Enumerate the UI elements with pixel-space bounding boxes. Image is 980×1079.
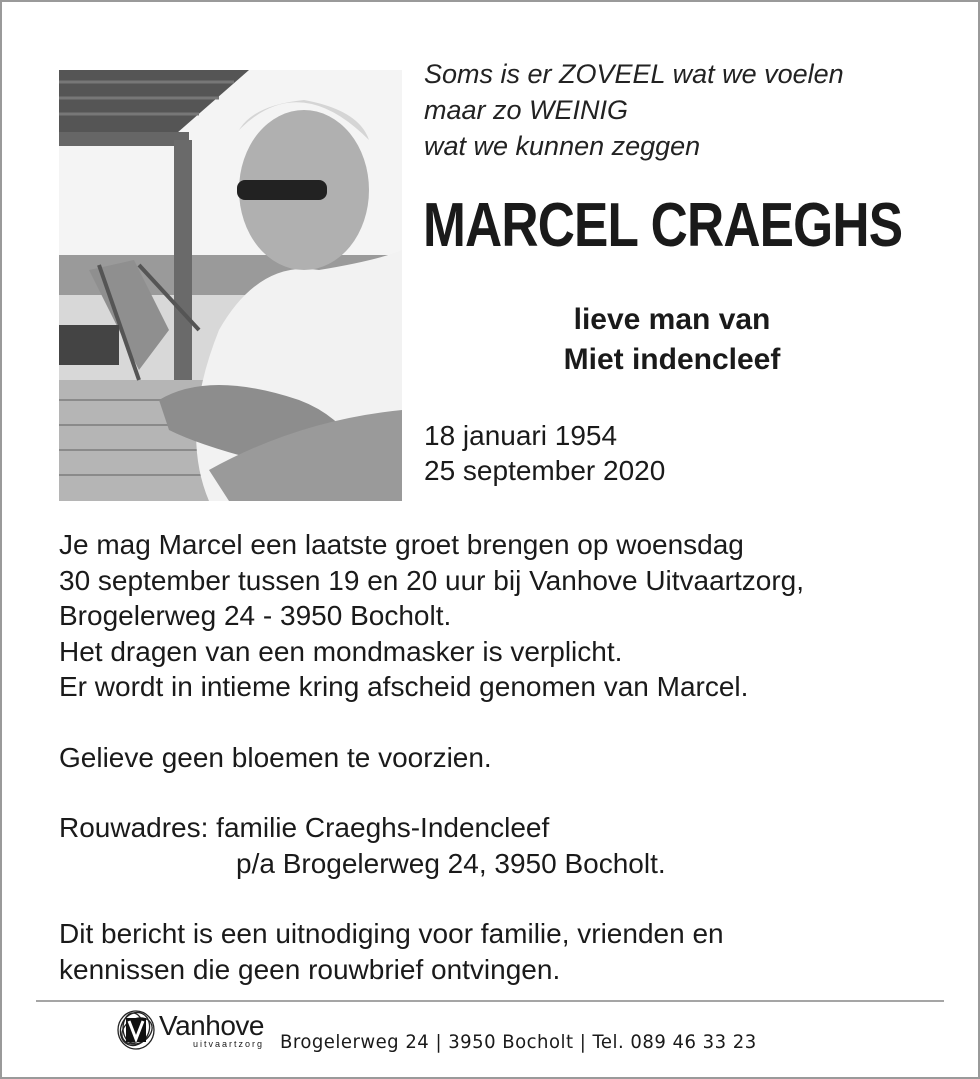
body-line: Je mag Marcel een laatste groet brengen op woensdag	[59, 529, 744, 560]
death-date: 25 september 2020	[424, 455, 666, 486]
relation-line: lieve man van	[573, 303, 771, 336]
body-line: Het dragen van een mondmasker is verplicht.	[59, 635, 623, 667]
invitation-line: kennissen die geen rouwbrief ontvingen.	[59, 953, 561, 985]
footer-contact: Brogelerweg 24 | 3950 Bocholt | Tel. 089 46 33 23	[279, 1031, 757, 1053]
dates	[424, 418, 665, 488]
brand-name: Vanhove	[159, 1009, 264, 1041]
mourning-address: Rouwadres: familie Craeghs-Indencleef	[59, 812, 550, 843]
quote	[424, 56, 844, 164]
vanhove-emblem-icon	[115, 1008, 157, 1052]
quote-line: Soms is er ZOVEEL wat we voelen	[424, 59, 844, 89]
birth-date: 18 januari 1954	[424, 420, 618, 451]
quote-line: maar zo WEINIG	[424, 95, 629, 125]
body-line: Brogelerweg 24 - 3950 Bocholt.	[59, 600, 452, 631]
relation	[424, 300, 920, 380]
vanhove-logo	[115, 1008, 264, 1052]
quote-line: wat we kunnen zeggen	[424, 131, 701, 161]
invitation-line: Dit bericht is een uitnodiging voor familie, vrienden en	[59, 918, 724, 949]
deceased-name: MARCEL CRAEGHS	[423, 191, 903, 260]
flowers-note: Gelieve geen bloemen te voorzien.	[59, 741, 492, 773]
footer	[115, 1008, 782, 1052]
portrait-photo	[59, 70, 402, 501]
announcement-body	[59, 527, 804, 987]
relation-line: Miet indencleef	[563, 343, 781, 376]
divider	[36, 1000, 944, 1002]
mourning-address-line: p/a Brogelerweg 24, 3950 Bocholt.	[236, 847, 666, 879]
body-line: Er wordt in intieme kring afscheid genomen van Marcel.	[59, 671, 749, 702]
brand-subtitle: uitvaartzorg	[192, 1038, 264, 1049]
body-line: 30 september tussen 19 en 20 uur bij Vanhove Uitvaartzorg,	[59, 564, 805, 596]
